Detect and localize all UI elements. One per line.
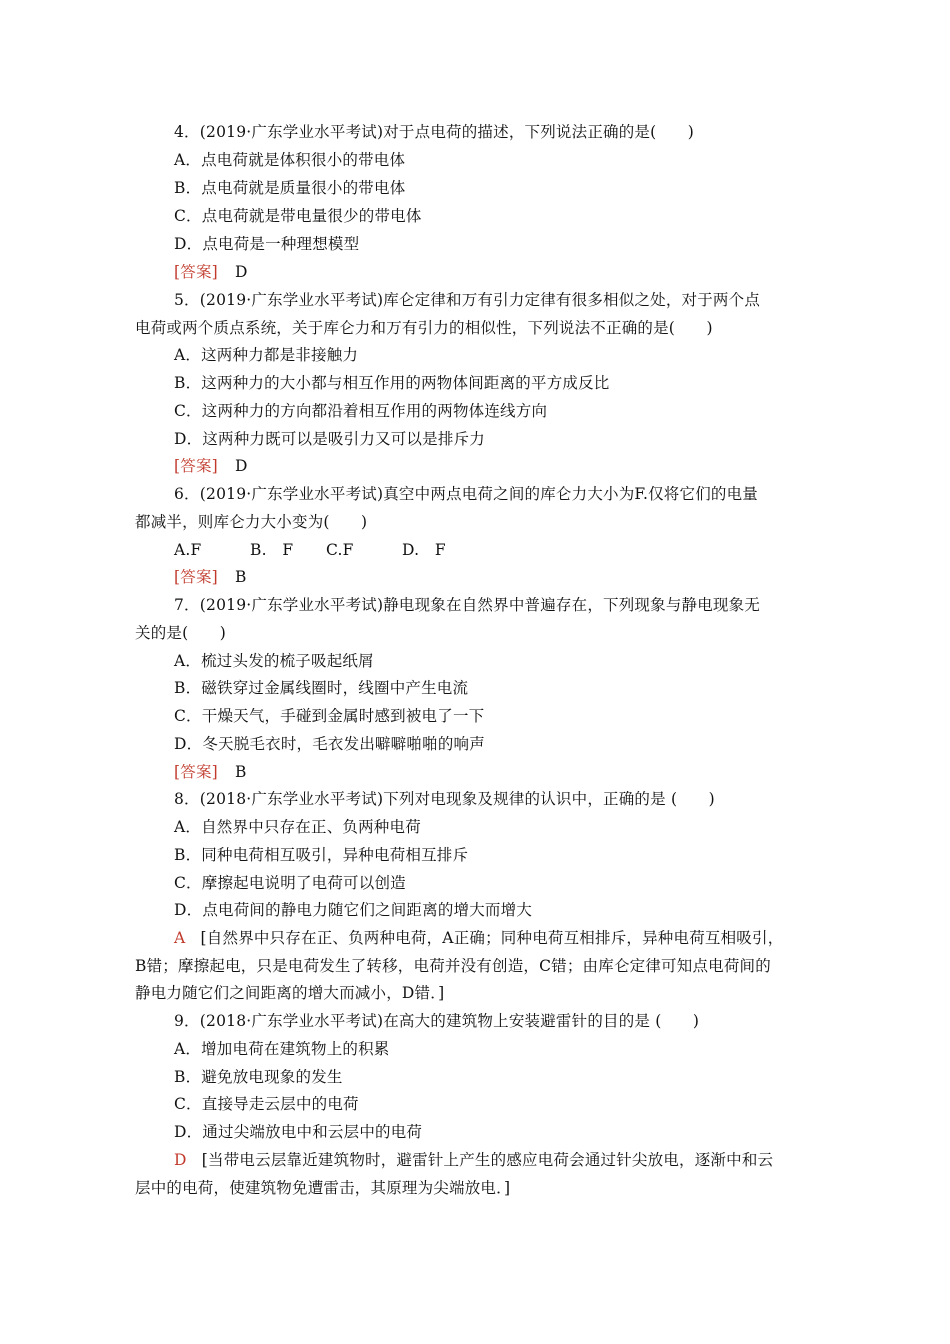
question-6-option-b: B. F [250,541,294,559]
question-8-option-a: A．自然界中只存在正、负两种电荷 [174,818,421,836]
answer-tag: [答案] [174,263,218,281]
question-8-explanation-line3: 静电力随它们之间距离的增大而减小，D错．] [135,984,445,1002]
question-5-answer [174,455,248,477]
question-4-answer [174,261,248,283]
answer-value: B [235,568,247,586]
question-8-explanation-line1 [174,927,783,949]
question-4-option-a: A．点电荷就是体积很小的带电体 [174,151,406,169]
question-6-option-a: A.F [174,541,202,559]
explanation-text: [自然界中只存在正、负两种电荷，A正确；同种电荷互相排斥，异种电荷互相吸引， [200,929,784,947]
question-8-option-c: C．摩擦起电说明了电荷可以创造 [174,874,406,892]
question-5-option-a: A．这两种力都是非接触力 [174,346,359,364]
question-9-option-d: D．通过尖端放电中和云层中的电荷 [174,1123,423,1141]
question-6-stem-line1: 6．(2019·广东学业水平考试)真空中两点电荷之间的库仑力大小为F.仅将它们的电量 [174,485,758,503]
answer-value: D [235,457,248,475]
answer-letter: D [174,1151,187,1169]
answer-tag: [答案] [174,763,218,781]
question-5-option-c: C．这两种力的方向都沿着相互作用的两物体连线方向 [174,402,548,420]
question-7-answer [174,761,247,783]
answer-value: B [235,763,247,781]
question-9-option-a: A．增加电荷在建筑物上的积累 [174,1040,390,1058]
question-7-option-a: A．梳过头发的梳子吸起纸屑 [174,652,374,670]
question-7-option-b: B．磁铁穿过金属线圈时，线圈中产生电流 [174,679,469,697]
question-8-stem: 8．(2018·广东学业水平考试)下列对电现象及规律的认识中，正确的是 ( ) [174,790,715,808]
question-7-option-c: C．干燥天气，手碰到金属时感到被电了一下 [174,707,485,725]
question-8-option-d: D．点电荷间的静电力随它们之间距离的增大而增大 [174,901,533,919]
answer-value: D [235,263,248,281]
question-5-option-b: B．这两种力的大小都与相互作用的两物体间距离的平方成反比 [174,374,610,392]
question-6-option-c: C.F [326,541,354,559]
answer-letter: A [174,929,186,947]
question-5-stem-line2: 电荷或两个质点系统，关于库仑力和万有引力的相似性，下列说法不正确的是( ) [135,319,713,337]
question-8-option-b: B．同种电荷相互吸引，异种电荷相互排斥 [174,846,469,864]
answer-tag: [答案] [174,568,218,586]
question-4-option-c: C．点电荷就是带电量很少的带电体 [174,207,422,225]
question-4-stem: 4．(2019·广东学业水平考试)对于点电荷的描述，下列说法正确的是( ) [174,123,695,141]
question-6-options-row [174,539,446,561]
question-7-stem-line2: 关的是( ) [135,624,226,642]
question-9-option-b: B．避免放电现象的发生 [174,1068,343,1086]
question-7-option-d: D．冬天脱毛衣时，毛衣发出噼噼啪啪的响声 [174,735,485,753]
question-5-option-d: D．这两种力既可以是吸引力又可以是排斥力 [174,430,485,448]
question-5-stem-line1: 5．(2019·广东学业水平考试)库仑定律和万有引力定律有很多相似之处，对于两个点 [174,291,761,309]
question-9-explanation-line2: 层中的电荷，使建筑物免遭雷击，其原理为尖端放电．] [135,1179,511,1197]
question-4-option-d: D．点电荷是一种理想模型 [174,235,360,253]
question-4-option-b: B．点电荷就是质量很小的带电体 [174,179,406,197]
question-6-option-d: D. F [402,541,446,559]
explanation-text: [当带电云层靠近建筑物时，避雷针上产生的感应电荷会通过针尖放电，逐渐中和云 [201,1151,774,1169]
question-9-option-c: C．直接导走云层中的电荷 [174,1095,359,1113]
question-7-stem-line1: 7．(2019·广东学业水平考试)静电现象在自然界中普遍存在，下列现象与静电现象无 [174,596,761,614]
question-9-explanation-line1 [174,1149,773,1171]
question-9-stem: 9．(2018·广东学业水平考试)在高大的建筑物上安装避雷针的目的是 ( ) [174,1012,700,1030]
question-6-answer [174,566,247,588]
question-8-explanation-line2: B错；摩擦起电，只是电荷发生了转移，电荷并没有创造，C错；由库仑定律可知点电荷间的 [135,957,771,975]
question-6-stem-line2: 都减半，则库仑力大小变为( ) [135,513,368,531]
answer-tag: [答案] [174,457,218,475]
